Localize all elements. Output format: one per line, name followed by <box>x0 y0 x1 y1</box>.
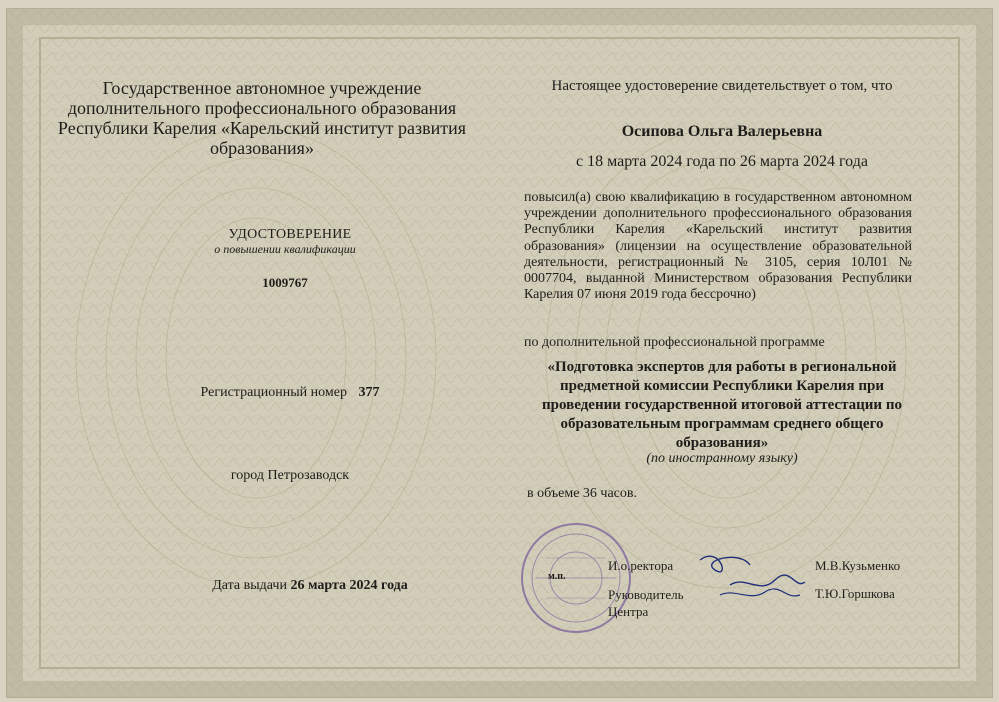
training-period: с 18 марта 2024 года по 26 марта 2024 года <box>576 153 868 170</box>
program-note: (по иностранному языку) <box>646 451 798 466</box>
signatory1-role: И.о.ректора <box>608 558 674 573</box>
handwritten-signature <box>690 540 810 610</box>
registration-number: 377 <box>358 385 380 400</box>
signatory1-name: М.В.Кузьменко <box>815 558 901 573</box>
document-number: 1009767 <box>262 275 308 290</box>
person-name: Осипова Ольга Валерьевна <box>621 123 823 140</box>
signatory2-name: Т.Ю.Горшкова <box>815 586 895 601</box>
qualification-text: повысил(а) свою квалификацию в государственном автономном учреждении дополнительного профессионального образования Республики Карелия «Карельский институт развития образования» (лицензии на осуществление образовательной деятельности, регистрационный № 3105, серия 10Л01 № 0007704, выданной Министерством образования Республики Карелия 07 июня 2019 года бессрочно) <box>524 190 912 303</box>
registration-row <box>150 385 430 401</box>
document-subtitle: о повышении квалификации <box>214 242 356 256</box>
issue-date-label: Дата выдачи <box>212 578 287 593</box>
program-volume: в объеме 36 часов. <box>527 486 637 501</box>
issue-date: 26 марта 2024 года <box>290 578 408 593</box>
certificate-intro: Настоящее удостоверение свидетельствует о том, что <box>551 78 893 94</box>
registration-label: Регистрационный номер <box>200 385 347 400</box>
city: город Петрозаводск <box>230 468 350 483</box>
issue-date-row <box>160 578 460 594</box>
program-name: «Подготовка экспертов для работы в региональной предметной комиссии Республики Карелия при проведении государственной итоговой аттестации по образовательным программам среднего общего образования» <box>542 359 902 451</box>
organization-name: Государственное автономное учреждение дополнительного профессионального образования Республики Карелия «Карельский институт развития образования» <box>57 78 467 158</box>
signatory2-role: Руководитель Центра <box>608 587 684 619</box>
document-title: УДОСТОВЕРЕНИЕ <box>228 227 352 242</box>
stamp-place-mark: м.п. <box>548 571 566 582</box>
program-intro: по дополнительной профессиональной программе <box>524 335 825 350</box>
official-stamp <box>516 518 636 638</box>
